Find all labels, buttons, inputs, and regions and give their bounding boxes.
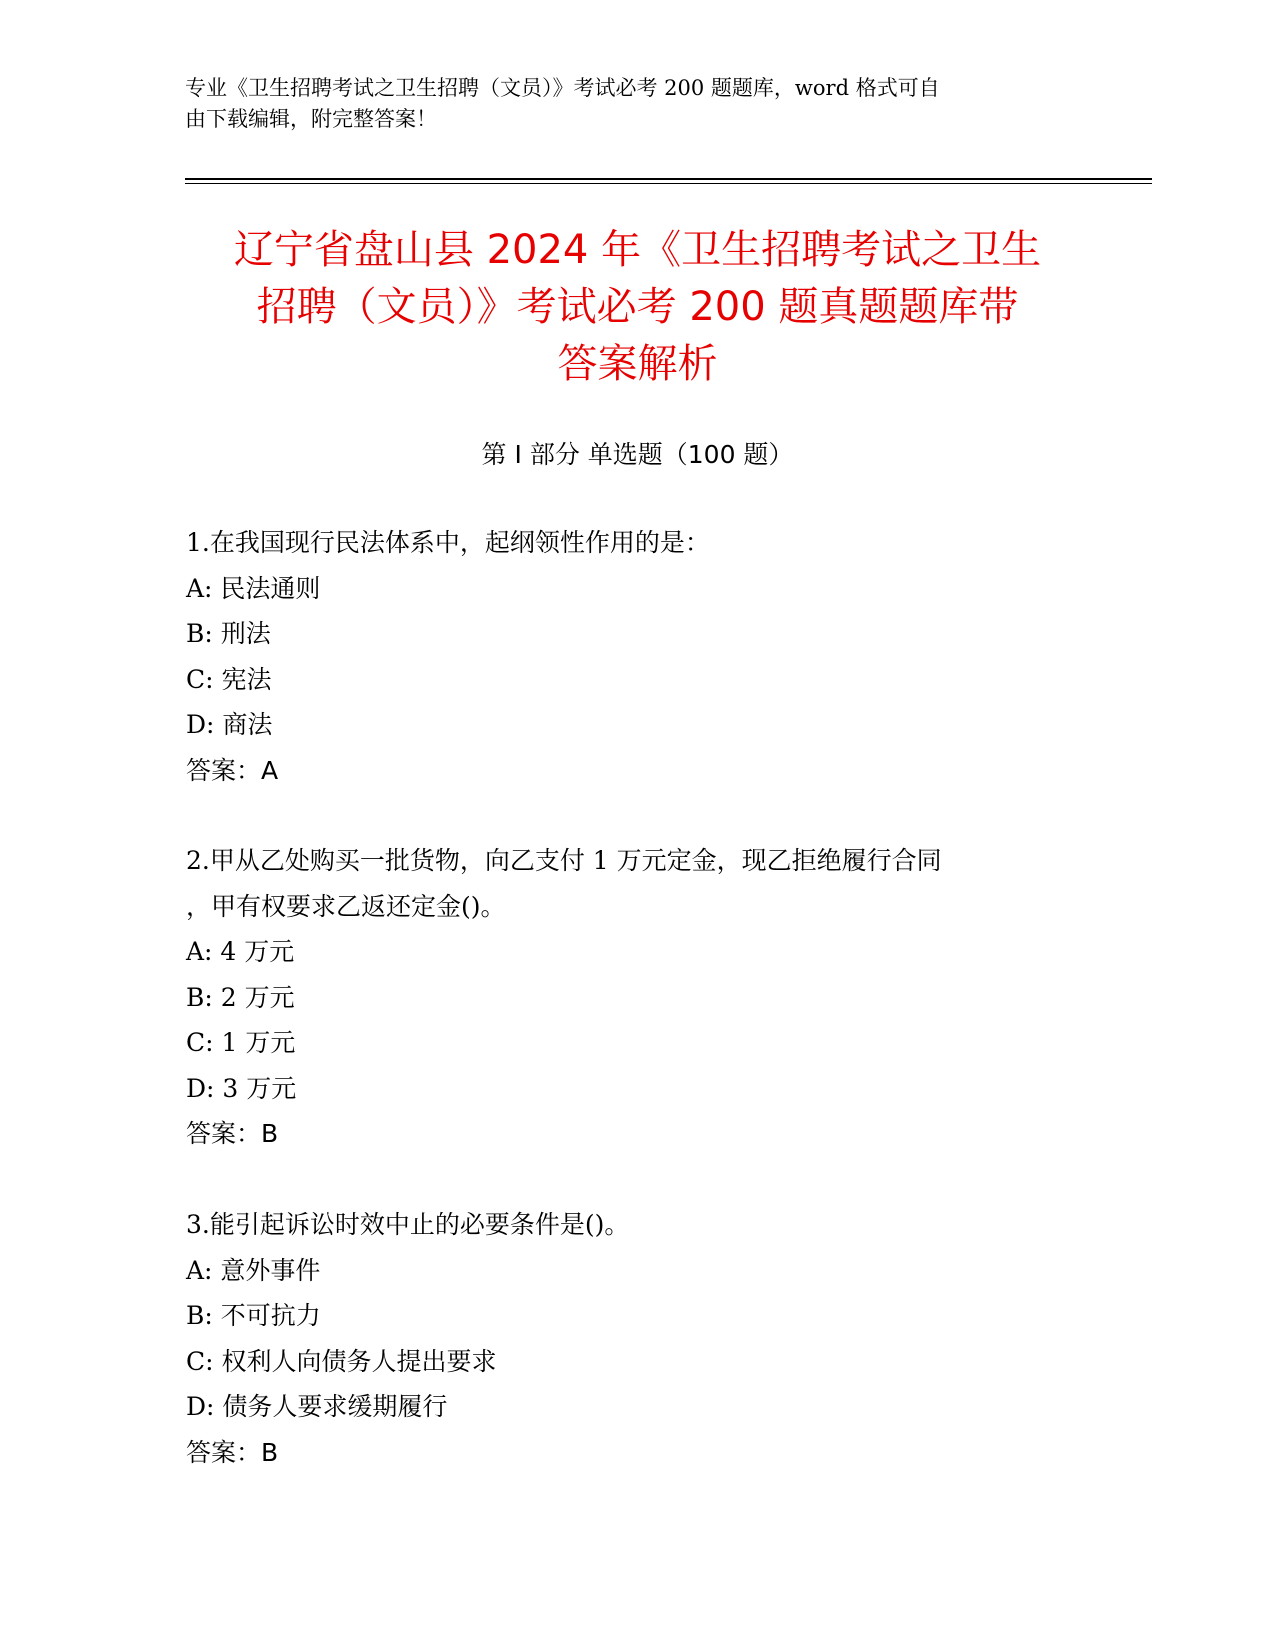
option-d: D: 商法 (186, 710, 273, 739)
answer: 答案：B (186, 1437, 279, 1467)
option-a: A: 民法通则 (186, 573, 321, 603)
question-stem: 1.在我国现行民法体系中，起纲领性作用的是： (186, 528, 710, 557)
document-title-line-1: 辽宁省盘山县 2024 年《卫生招聘考试之卫生 (233, 227, 1042, 273)
option-a: A: 4 万元 (186, 937, 295, 966)
header-note-line-2: 由下载编辑，附完整答案！ (185, 107, 437, 131)
question-3 (186, 1202, 1086, 1475)
question-2 (186, 838, 1086, 1157)
header-note-line-1: 专业《卫生招聘考试之卫生招聘（文员）》考试必考 200 题题库，word 格式可自 (185, 76, 940, 100)
question-stem: 3.能引起诉讼时效中止的必要条件是()。 (186, 1210, 630, 1239)
option-b: B: 不可抗力 (186, 1301, 321, 1330)
header-divider-thick (185, 178, 1152, 180)
option-d: D: 3 万元 (186, 1073, 297, 1103)
document-title-line-3: 答案解析 (557, 341, 718, 387)
option-c: C: 权利人向债务人提出要求 (186, 1346, 497, 1376)
option-b: B: 刑法 (186, 619, 271, 648)
option-c: C: 宪法 (186, 664, 272, 694)
option-d: D: 债务人要求缓期履行 (186, 1392, 448, 1421)
option-b: B: 2 万元 (186, 982, 295, 1012)
option-a: A: 意外事件 (186, 1255, 321, 1285)
answer: 答案：A (186, 755, 279, 785)
document-title-line-2: 招聘（文员）》考试必考 200 题真题题库带 (256, 284, 1019, 330)
question-1 (186, 520, 1086, 793)
question-stem-continued: ，甲有权要求乙返还定金()。 (186, 891, 506, 921)
question-stem: 2.甲从乙处购买一批货物，向乙支付 1 万元定金，现乙拒绝履行合同 (186, 846, 942, 875)
answer: 答案：B (186, 1119, 279, 1148)
document-title (160, 222, 1115, 393)
header-divider-thin (185, 183, 1152, 184)
section-title: 第 I 部分 单选题（100 题） (481, 440, 794, 469)
option-c: C: 1 万元 (186, 1028, 296, 1057)
header-note (185, 73, 1065, 135)
